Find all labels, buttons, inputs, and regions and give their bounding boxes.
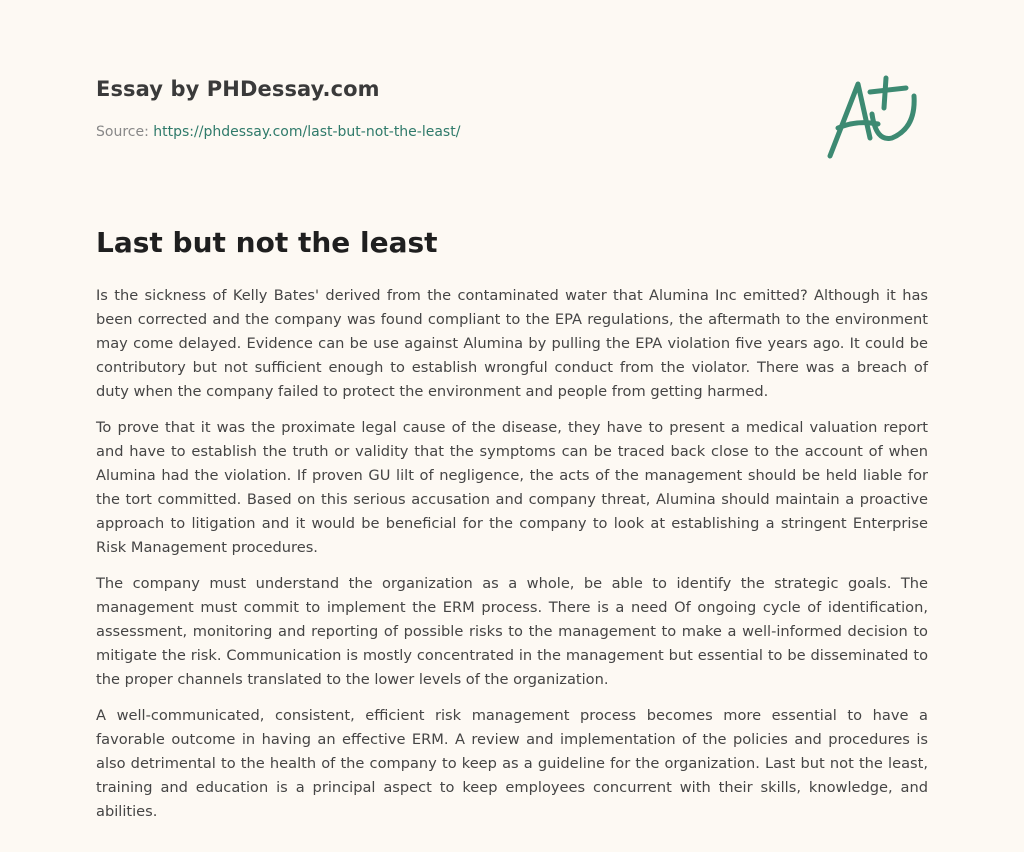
essay-body [96, 284, 928, 836]
essay-title: Last but not the least [96, 226, 438, 259]
source-line [96, 124, 460, 140]
source-link[interactable]: https://phdessay.com/last-but-not-the-least/ [153, 124, 461, 140]
essay-paragraph: A well-communicated, consistent, efficient risk management process becomes more essential to have a favorable outcome in having an effective ERM. A review and implementation of the policies and procedures is also detrimental to the health of the company to keep as a guideline for the organization. Last but not the least, training and education is a principal aspect to keep employees concurrent with their skills, knowledge, and abilities. [96, 707, 928, 820]
essay-paragraph: Is the sickness of Kelly Bates' derived from the contaminated water that Alumina Inc emitted? Although it has been corrected and the company was found compliant to the EPA regulations, the aftermath to the environment may come delayed. Evidence can be use against Alumina by pulling the EPA violation five years ago. It could be contributory but not sufficient enough to establish wrongful conduct from the violator. There was a breach of duty when the company failed to protect the environment and people from getting harmed. [96, 287, 928, 400]
essay-paragraph: The company must understand the organization as a whole, be able to identify the strategic goals. The management must commit to implement the ERM process. There is a need Of ongoing cycle of identification, assessment, monitoring and reporting of possible risks to the management to make a well-informed decision to mitigate the risk. Communication is mostly concentrated in the management but essential to be disseminated to the proper channels translated to the lower levels of the organization. [96, 575, 928, 688]
a-plus-logo-icon [824, 68, 928, 164]
source-label: Source: [96, 124, 149, 140]
site-brand: Essay by PHDessay.com [96, 77, 380, 101]
essay-paragraph: To prove that it was the proximate legal cause of the disease, they have to present a medical valuation report and have to establish the truth or validity that the symptoms can be traced back close to the account of when Alumina had the violation. If proven GU lilt of negligence, the acts of the management should be held liable for the tort committed. Based on this serious accusation and company threat, Alumina should maintain a proactive approach to litigation and it would be beneficial for the company to look at establishing a stringent Enterprise Risk Management procedures. [96, 419, 928, 556]
